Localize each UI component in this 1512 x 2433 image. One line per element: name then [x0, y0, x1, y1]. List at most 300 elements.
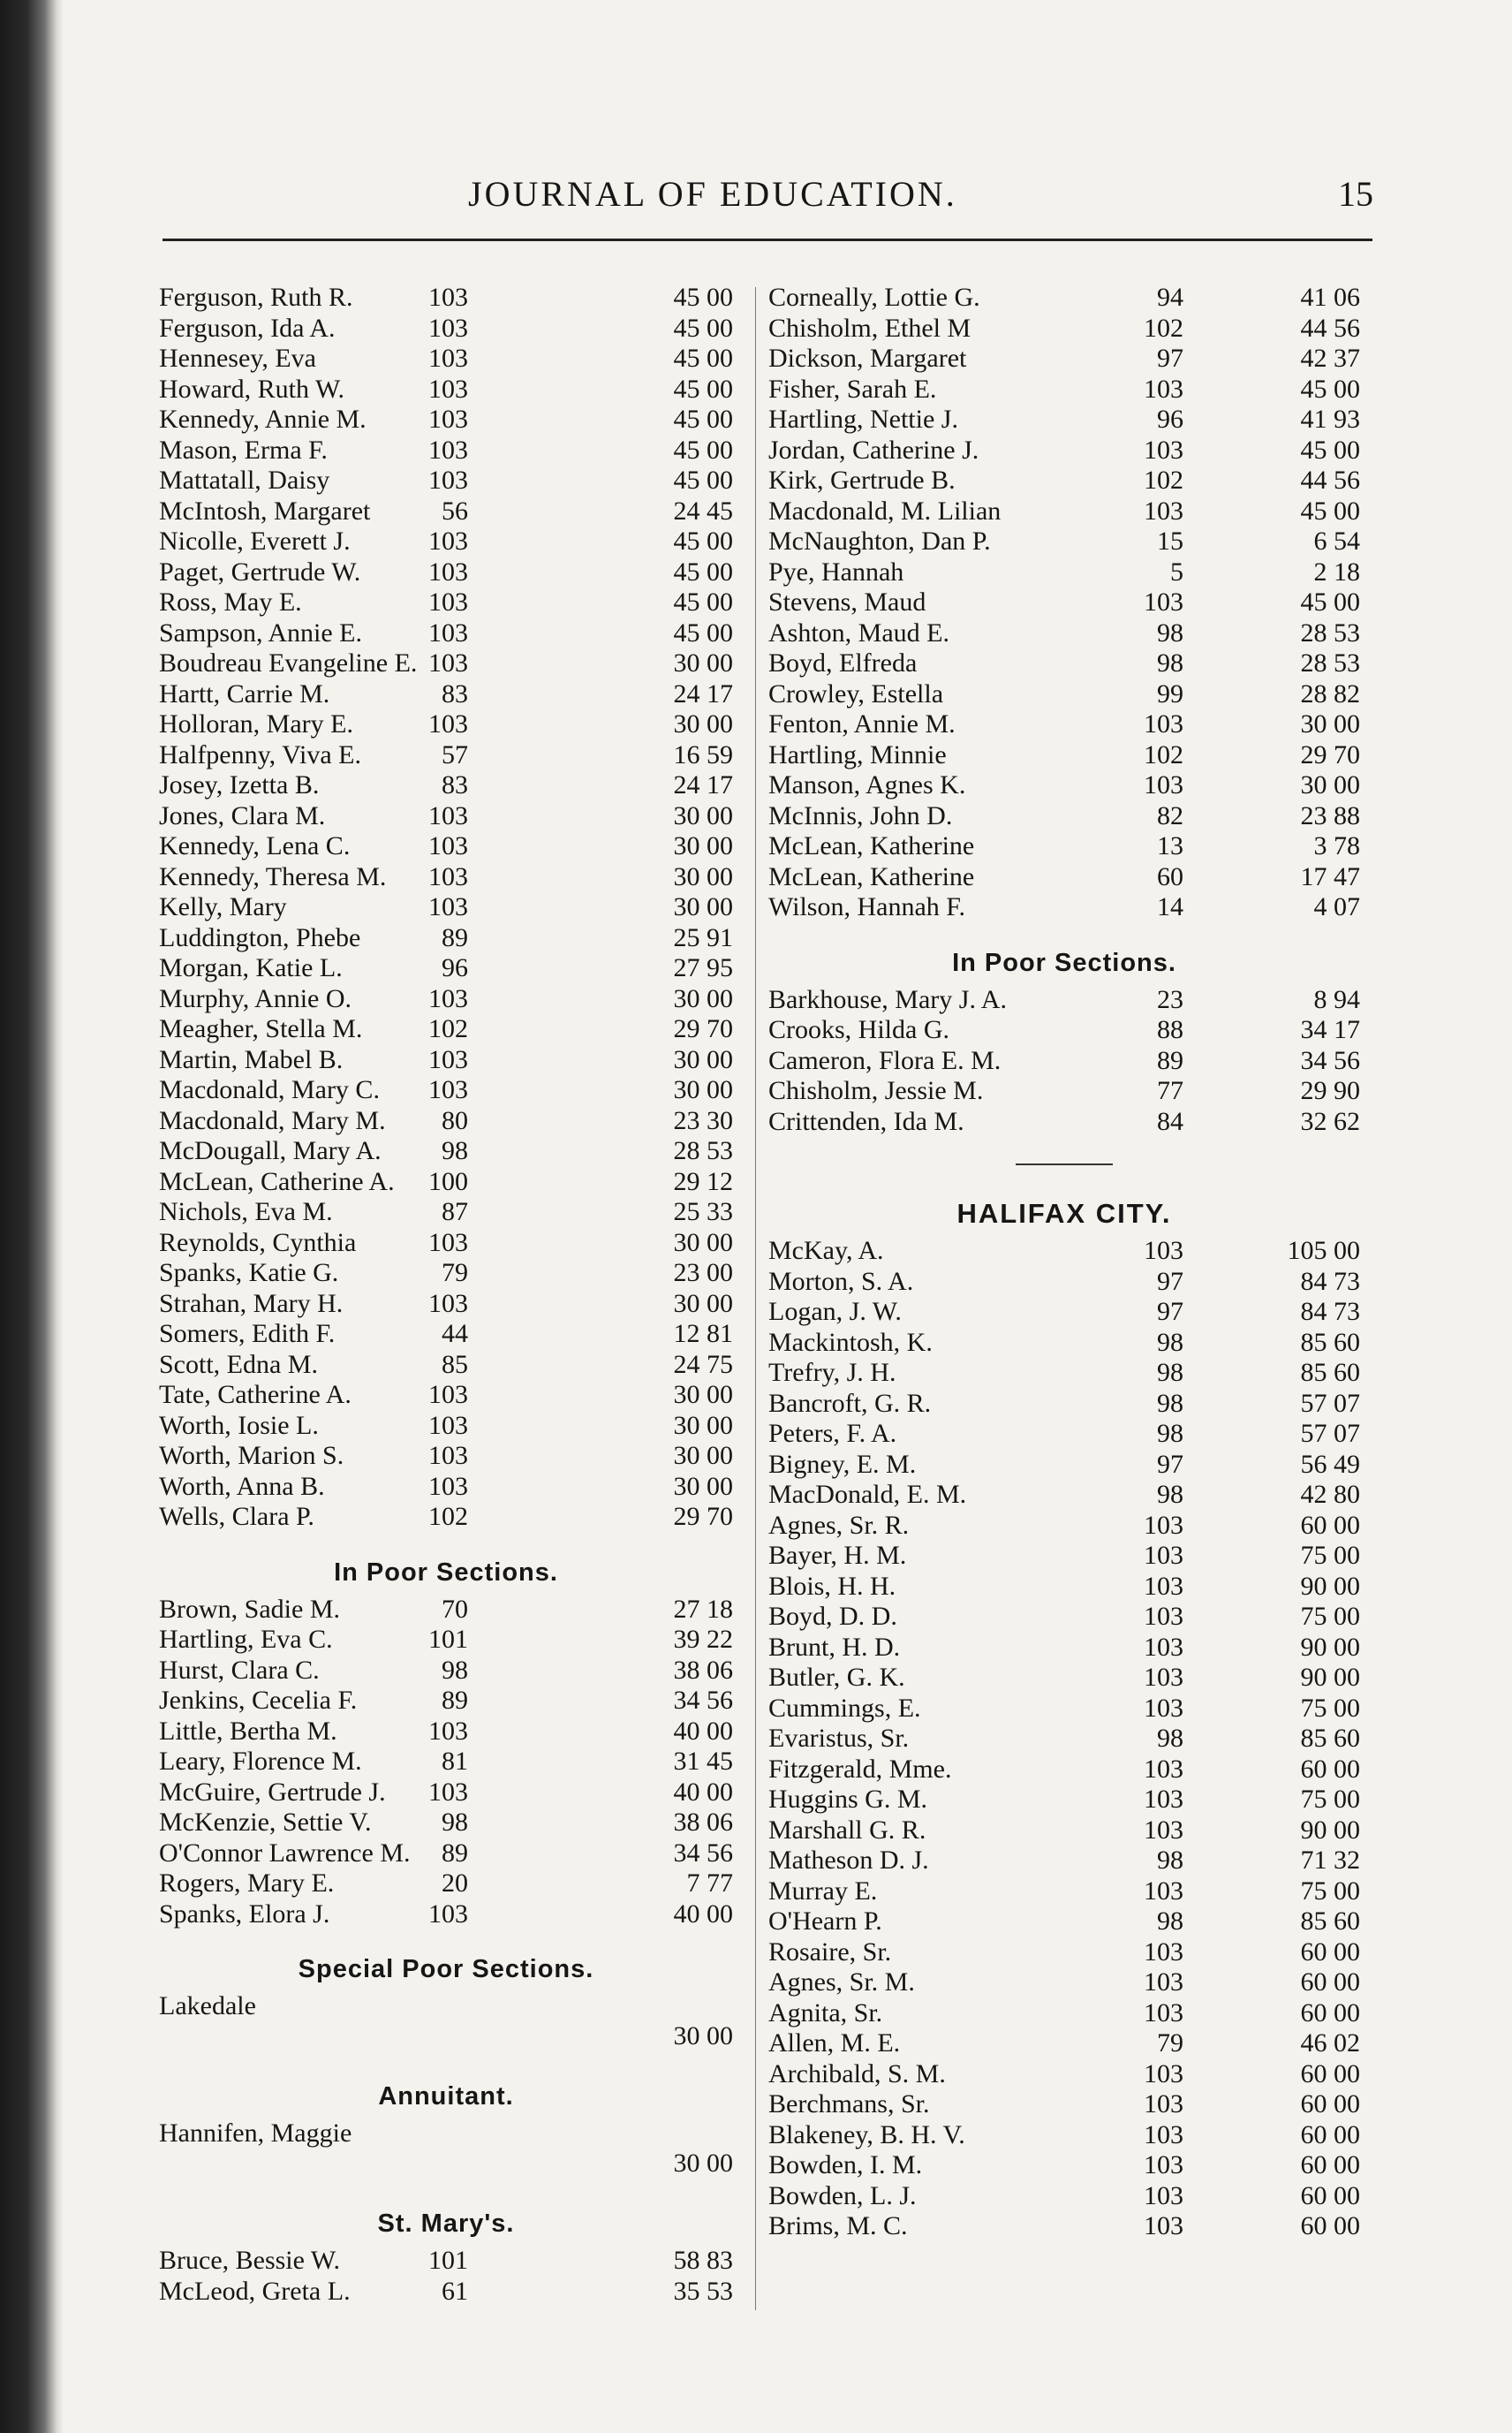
list-item [768, 496, 1360, 527]
entry-amount: 17 47 [1300, 861, 1360, 891]
list-item [159, 344, 733, 375]
list-item [159, 862, 733, 893]
entry-days: 57 [442, 739, 468, 769]
left-entries [159, 283, 733, 1533]
list-item [159, 953, 733, 984]
special-entries [159, 1991, 733, 2057]
entry-name: Macdonald, Mary C. [159, 1075, 380, 1104]
entry-days: 103 [1144, 435, 1183, 465]
entry-name: Murray E. [768, 1876, 878, 1906]
entry-days: 101 [428, 1625, 468, 1654]
entry-name: McGuire, Gertrude J. [159, 1777, 386, 1807]
entry-name: Brown, Sadie M. [159, 1594, 340, 1624]
st-marys-heading: St. Mary's. [377, 2209, 515, 2238]
entry-amount: 45 00 [673, 313, 733, 343]
entry-name: Bruce, Bessie W. [159, 2246, 340, 2275]
list-item [159, 831, 733, 862]
list-item [768, 1389, 1360, 1420]
list-item [768, 892, 1360, 923]
entry-days: 103 [1144, 2058, 1183, 2088]
entry-amount: 27 18 [673, 1594, 733, 1624]
entry-amount: 60 00 [1300, 2119, 1360, 2149]
list-item [768, 1511, 1360, 1542]
entry-amount: 44 56 [1300, 313, 1360, 343]
entry-amount: 41 93 [1300, 405, 1360, 434]
entry-name: Fisher, Sarah E. [768, 374, 937, 404]
entry-amount: 29 12 [673, 1166, 733, 1196]
section-rule [1016, 1163, 1113, 1165]
entry-days: 82 [1157, 800, 1183, 830]
entry-name: Bigney, E. M. [768, 1449, 917, 1479]
entry-name: Corneally, Lottie G. [768, 283, 980, 312]
entry-name: Lakedale [159, 1991, 256, 2020]
entry-name: Morgan, Katie L. [159, 953, 343, 982]
entry-name: Murphy, Annie O. [159, 983, 352, 1013]
list-item [159, 1656, 733, 1686]
list-item [159, 1868, 733, 1899]
entry-amount: 41 06 [1300, 283, 1360, 312]
entry-amount: 45 00 [1300, 374, 1360, 404]
entry-amount: 30 00 [1300, 709, 1360, 739]
entry-name: Allen, M. E. [768, 2028, 901, 2058]
entry-name: Scott, Edna M. [159, 1349, 318, 1379]
entry-amount: 75 00 [1300, 1693, 1360, 1723]
entry-days: 94 [1157, 283, 1183, 312]
right-column [768, 283, 1360, 2242]
entry-days: 44 [442, 1319, 468, 1348]
entry-days: 81 [442, 1747, 468, 1776]
entry-days: 103 [428, 587, 468, 617]
entry-days: 103 [428, 1716, 468, 1746]
list-item [768, 2120, 1360, 2151]
right-entries [768, 283, 1360, 923]
entry-days: 103 [1144, 2119, 1183, 2149]
list-item [159, 1350, 733, 1381]
entry-amount: 2 18 [1313, 557, 1360, 587]
entry-amount: 34 56 [673, 1838, 733, 1868]
entry-amount: 85 60 [1300, 1906, 1360, 1936]
entry-amount: 75 00 [1300, 1785, 1360, 1814]
list-item [768, 405, 1360, 436]
entry-name: Matheson D. J. [768, 1846, 929, 1875]
entry-name: Bayer, H. M. [768, 1541, 907, 1570]
left-poor-heading: In Poor Sections. [334, 1558, 558, 1587]
entry-name: Kelly, Mary [159, 892, 287, 921]
entry-amount: 45 00 [1300, 435, 1360, 465]
entry-name: MacDonald, E. M. [768, 1480, 967, 1509]
entry-days: 89 [442, 922, 468, 952]
entry-days: 97 [1157, 1297, 1183, 1326]
halifax-city-heading: HALIFAX CITY. [956, 1198, 1172, 1229]
list-item [768, 1450, 1360, 1481]
entry-name: Barkhouse, Mary J. A. [768, 984, 1007, 1014]
entry-days: 103 [428, 435, 468, 465]
entry-days: 99 [1157, 678, 1183, 709]
entry-days: 103 [428, 1441, 468, 1470]
entry-amount: 45 00 [673, 344, 733, 373]
page-header [159, 173, 1373, 226]
entry-days: 103 [1144, 1632, 1183, 1662]
list-item [768, 1297, 1360, 1328]
entry-amount: 84 73 [1300, 1266, 1360, 1296]
list-item [159, 923, 733, 954]
list-item [768, 1755, 1360, 1785]
list-item [768, 2059, 1360, 2090]
list-item [159, 1045, 733, 1076]
entry-name: Jenkins, Cecelia F. [159, 1686, 358, 1715]
entry-days: 103 [428, 1044, 468, 1074]
entry-days: 103 [428, 344, 468, 373]
entry-name: Mackintosh, K. [768, 1327, 933, 1357]
entry-name: Brims, M. C. [768, 2211, 908, 2240]
entry-amount: 34 17 [1300, 1015, 1360, 1044]
entry-days: 103 [428, 466, 468, 495]
entry-amount: 75 00 [1300, 1541, 1360, 1570]
list-item [159, 1472, 733, 1503]
entry-amount: 39 22 [673, 1625, 733, 1654]
entry-name: Fitzgerald, Mme. [768, 1754, 952, 1784]
entry-name: Huggins G. M. [768, 1785, 928, 1814]
entry-amount: 30 00 [673, 861, 733, 891]
list-item [768, 1694, 1360, 1724]
list-item [159, 1717, 733, 1747]
entry-amount: 45 00 [673, 405, 733, 434]
entry-days: 103 [1144, 1754, 1183, 1784]
entry-name: Butler, G. K. [768, 1663, 905, 1692]
entry-name: Chisholm, Ethel M [768, 313, 971, 343]
list-item [159, 1136, 733, 1167]
list-item [768, 587, 1360, 618]
list-item [159, 314, 733, 345]
entry-name: Hurst, Clara C. [159, 1655, 320, 1685]
entry-name: Kirk, Gertrude B. [768, 466, 956, 495]
entry-days: 5 [1170, 557, 1183, 587]
entry-amount: 7 77 [686, 1868, 733, 1898]
entry-amount: 30 00 [673, 2149, 733, 2178]
entry-amount: 24 17 [673, 678, 733, 709]
entry-amount: 30 00 [673, 892, 733, 921]
entry-days: 103 [428, 374, 468, 404]
list-item [159, 527, 733, 557]
list-item [768, 1480, 1360, 1511]
entry-name: Peters, F. A. [768, 1419, 897, 1448]
entry-amount: 30 00 [673, 1380, 733, 1409]
entry-amount: 30 00 [673, 1441, 733, 1470]
entry-name: McKenzie, Settie V. [159, 1808, 372, 1837]
entry-name: Sampson, Annie E. [159, 618, 362, 648]
entry-days: 103 [428, 983, 468, 1013]
entry-name: Little, Bertha M. [159, 1716, 337, 1746]
entry-name: Rosaire, Sr. [768, 1937, 892, 1967]
entry-name: Boyd, D. D. [768, 1602, 897, 1631]
entry-name: McLeod, Greta L. [159, 2276, 351, 2306]
entry-name: Ferguson, Ida A. [159, 313, 336, 343]
journal-title: JOURNAL OF EDUCATION. [468, 174, 957, 214]
special-poor-heading: Special Poor Sections. [298, 1955, 594, 1983]
entry-amount: 60 00 [1300, 1967, 1360, 1997]
entry-amount: 16 59 [673, 739, 733, 769]
entry-days: 98 [1157, 1724, 1183, 1753]
entry-days: 98 [1157, 1480, 1183, 1509]
entry-days: 79 [1157, 2028, 1183, 2058]
list-item [768, 862, 1360, 893]
entry-days: 98 [442, 1136, 468, 1165]
list-item [159, 1167, 733, 1198]
list-item [768, 1876, 1360, 1907]
right-poor-entries [768, 985, 1360, 1138]
entry-name: Worth, Iosie L. [159, 1410, 319, 1440]
annuitant-heading: Annuitant. [378, 2082, 514, 2111]
list-item [159, 740, 733, 771]
list-item [159, 466, 733, 496]
list-item [159, 1625, 733, 1656]
list-item [768, 2211, 1360, 2242]
list-item [768, 1724, 1360, 1755]
entry-days: 103 [428, 800, 468, 830]
entry-days: 87 [442, 1197, 468, 1226]
entry-name: Worth, Anna B. [159, 1471, 325, 1501]
list-item [159, 1380, 733, 1411]
entry-name: Holloran, Mary E. [159, 709, 353, 739]
entry-days: 14 [1157, 892, 1183, 921]
entry-days: 103 [428, 1471, 468, 1501]
list-item [768, 2150, 1360, 2181]
list-item [768, 557, 1360, 588]
entry-name: Berchmans, Sr. [768, 2089, 930, 2118]
entry-name: Josey, Izetta B. [159, 770, 320, 800]
entry-amount: 30 00 [1300, 770, 1360, 800]
list-item [768, 1015, 1360, 1046]
list-item [768, 618, 1360, 649]
book-spine-shadow [0, 0, 64, 2433]
entry-amount: 25 33 [673, 1197, 733, 1226]
entry-amount: 28 53 [673, 1136, 733, 1165]
left-poor-entries [159, 1595, 733, 1930]
list-item [159, 2118, 733, 2184]
entry-amount: 60 00 [1300, 1510, 1360, 1540]
entry-amount: 4 07 [1313, 892, 1360, 921]
entry-amount: 34 56 [1300, 1045, 1360, 1075]
entry-name: Bowden, I. M. [768, 2150, 923, 2179]
list-item [159, 1595, 733, 1626]
entry-amount: 30 00 [673, 2021, 733, 2050]
list-item [159, 1838, 733, 1869]
entry-name: Reynolds, Cynthia [159, 1227, 357, 1257]
entry-name: Morton, S. A. [768, 1266, 914, 1296]
entry-name: Agnita, Sr. [768, 1997, 883, 2028]
entry-name: McLean, Katherine [768, 831, 975, 860]
entry-days: 103 [1144, 1785, 1183, 1814]
entry-name: Macdonald, Mary M. [159, 1105, 386, 1135]
entry-amount: 12 81 [673, 1319, 733, 1348]
entry-name: Hartt, Carrie M. [159, 678, 330, 709]
entry-days: 103 [428, 283, 468, 312]
list-item [159, 1197, 733, 1228]
entry-amount: 58 83 [673, 2246, 733, 2275]
entry-amount: 90 00 [1300, 1663, 1360, 1692]
entry-days: 103 [428, 1777, 468, 1807]
entry-days: 97 [1157, 344, 1183, 373]
list-item [768, 1328, 1360, 1359]
entry-name: McLean, Catherine A. [159, 1166, 395, 1196]
list-item [768, 985, 1360, 1016]
entry-name: Somers, Edith F. [159, 1319, 336, 1348]
entry-amount: 30 00 [673, 831, 733, 860]
entry-name: Pye, Hannah [768, 557, 904, 587]
entry-amount: 38 06 [673, 1808, 733, 1837]
entry-amount: 24 75 [673, 1349, 733, 1379]
list-item [159, 679, 733, 710]
st-marys-entries [159, 2246, 733, 2307]
entry-amount: 75 00 [1300, 1876, 1360, 1906]
entry-days: 103 [428, 1410, 468, 1440]
entry-amount: 57 07 [1300, 1419, 1360, 1448]
entry-amount: 60 00 [1300, 2089, 1360, 2118]
entry-amount: 45 00 [673, 527, 733, 556]
list-item [159, 1289, 733, 1320]
entry-amount: 30 00 [673, 983, 733, 1013]
entry-days: 61 [442, 2276, 468, 2306]
entry-amount: 24 45 [673, 496, 733, 526]
entry-name: Rogers, Mary E. [159, 1868, 335, 1898]
entry-amount: 3 78 [1313, 831, 1360, 860]
entry-name: Crittenden, Ida M. [768, 1106, 964, 1136]
entry-days: 98 [1157, 1388, 1183, 1418]
list-item [159, 709, 733, 740]
entry-amount: 46 02 [1300, 2028, 1360, 2058]
entry-days: 97 [1157, 1449, 1183, 1479]
list-item [159, 1747, 733, 1777]
entry-days: 88 [1157, 1015, 1183, 1044]
list-item [768, 740, 1360, 771]
entry-days: 89 [1157, 1045, 1183, 1075]
entry-days: 103 [428, 1288, 468, 1318]
entry-name: Hartling, Nettie J. [768, 405, 958, 434]
entry-name: Kennedy, Theresa M. [159, 861, 387, 891]
entry-amount: 60 00 [1300, 2211, 1360, 2240]
entry-name: Jones, Clara M. [159, 800, 326, 830]
list-item [159, 1686, 733, 1717]
entry-days: 13 [1157, 831, 1183, 860]
entry-amount: 31 45 [673, 1747, 733, 1776]
entry-days: 102 [1144, 313, 1183, 343]
entry-days: 83 [442, 678, 468, 709]
list-item [159, 984, 733, 1015]
entry-amount: 45 00 [673, 557, 733, 587]
entry-amount: 60 00 [1300, 1997, 1360, 2028]
entry-name: Boyd, Elfreda [768, 648, 918, 678]
list-item [768, 1046, 1360, 1077]
entry-amount: 60 00 [1300, 2180, 1360, 2210]
entry-days: 98 [442, 1808, 468, 1837]
entry-days: 103 [428, 557, 468, 587]
column-divider [755, 287, 756, 2310]
entry-amount: 45 00 [673, 283, 733, 312]
entry-name: McIntosh, Margaret [159, 496, 371, 526]
list-item [768, 1906, 1360, 1937]
entry-name: Hennesey, Eva [159, 344, 316, 373]
entry-amount: 30 00 [673, 1471, 733, 1501]
entry-name: Marshall G. R. [768, 1815, 926, 1845]
list-item [768, 1633, 1360, 1664]
entry-days: 103 [428, 618, 468, 648]
list-item [159, 1899, 733, 1930]
entry-days: 103 [428, 892, 468, 921]
list-item [768, 436, 1360, 466]
entry-amount: 71 32 [1300, 1846, 1360, 1875]
entry-name: Nichols, Eva M. [159, 1197, 333, 1226]
entry-days: 15 [1157, 527, 1183, 556]
list-item [768, 2181, 1360, 2212]
entry-amount: 35 53 [673, 2276, 733, 2306]
entry-amount: 23 00 [673, 1258, 733, 1287]
entry-name: Tate, Catherine A. [159, 1380, 352, 1409]
entry-amount: 28 53 [1300, 648, 1360, 678]
entry-days: 103 [1144, 1541, 1183, 1570]
entry-amount: 105 00 [1287, 1236, 1360, 1265]
entry-name: Agnes, Sr. R. [768, 1510, 910, 1540]
entry-name: Spanks, Elora J. [159, 1899, 330, 1929]
entry-name: McNaughton, Dan P. [768, 527, 991, 556]
entry-amount: 34 56 [673, 1686, 733, 1715]
entry-name: Luddington, Phebe [159, 922, 361, 952]
entry-name: Hannifen, Maggie [159, 2118, 352, 2148]
entry-days: 97 [1157, 1266, 1183, 1296]
entry-name: McDougall, Mary A. [159, 1136, 382, 1165]
entry-name: Evaristus, Sr. [768, 1724, 910, 1753]
entry-days: 56 [442, 496, 468, 526]
entry-days: 101 [428, 2246, 468, 2275]
entry-name: Wilson, Hannah F. [768, 892, 966, 921]
list-item [768, 1602, 1360, 1633]
entry-days: 79 [442, 1258, 468, 1287]
entry-name: Strahan, Mary H. [159, 1288, 344, 1318]
list-item [768, 1572, 1360, 1603]
list-item [159, 1808, 733, 1838]
entry-amount: 30 00 [673, 1044, 733, 1074]
entry-days: 84 [1157, 1106, 1183, 1136]
list-item [768, 466, 1360, 496]
list-item [768, 1076, 1360, 1107]
entry-days: 102 [428, 1014, 468, 1043]
list-item [159, 375, 733, 406]
entry-amount: 60 00 [1300, 1754, 1360, 1784]
entry-days: 103 [428, 709, 468, 739]
entry-amount: 45 00 [1300, 496, 1360, 526]
entry-name: Mattatall, Daisy [159, 466, 330, 495]
list-item [768, 283, 1360, 314]
entry-amount: 23 30 [673, 1105, 733, 1135]
entry-days: 103 [428, 831, 468, 860]
entry-name: Cummings, E. [768, 1693, 921, 1723]
entry-days: 103 [1144, 1510, 1183, 1540]
list-item [768, 1785, 1360, 1815]
entry-days: 103 [1144, 1967, 1183, 1997]
list-item [768, 679, 1360, 710]
entry-name: Bancroft, G. R. [768, 1388, 932, 1418]
entry-name: Cameron, Flora E. M. [768, 1045, 1002, 1075]
entry-name: Stevens, Maud [768, 587, 926, 617]
entry-name: McKay, A. [768, 1236, 884, 1265]
entry-days: 103 [1144, 2211, 1183, 2240]
entry-name: Chisholm, Jessie M. [768, 1076, 984, 1105]
entry-days: 103 [428, 1227, 468, 1257]
entry-amount: 40 00 [673, 1899, 733, 1929]
list-item [768, 1236, 1360, 1267]
entry-name: Kennedy, Lena C. [159, 831, 351, 860]
entry-amount: 30 00 [673, 648, 733, 678]
entry-name: Blois, H. H. [768, 1571, 896, 1601]
